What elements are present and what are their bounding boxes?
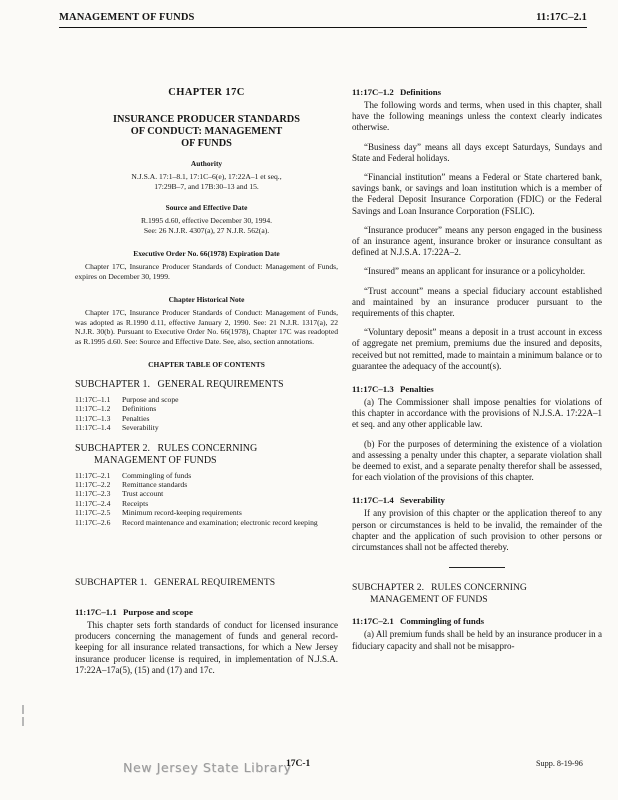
executive-order-heading: Executive Order No. 66(1978) Expiration Date xyxy=(133,249,280,258)
binding-mark xyxy=(22,717,24,726)
section-divider xyxy=(449,567,505,568)
toc-list-1 xyxy=(75,395,338,433)
toc-entry[interactable]: 11:17C–1.2 Definitions xyxy=(75,404,157,414)
section-1-4-heading: 11:17C–1.4 Severability xyxy=(352,495,445,506)
toc-heading: CHAPTER TABLE OF CONTENTS xyxy=(148,360,265,369)
executive-order-text: Chapter 17C, Insurance Producer Standards of Conduct: Management of Funds, expires on December 30, 1999. xyxy=(75,262,338,281)
definition-insured: “Insured” means an applicant for insurance or a policyholder. xyxy=(364,266,586,277)
header-rule xyxy=(59,27,587,28)
section-1-3-heading: 11:17C–1.3 Penalties xyxy=(352,384,434,395)
subchapter-1-heading: SUBCHAPTER 1. GENERAL REQUIREMENTS xyxy=(75,577,276,589)
penalties-b: (b) For the purposes of determining the existence of a violation and assessing a penalty under this chapter, a separate violation shall be deemed to exist, and a separate penalty therefor shall be assessed, for each violation of the provisions of this chapter. xyxy=(352,438,602,483)
definition-business-day: “Business day” means all days except Saturdays, Sundays and State and Federal holidays. xyxy=(352,141,602,163)
toc-entry[interactable]: 11:17C–2.5 Minimum record-keeping requirements xyxy=(75,508,242,518)
toc-list-2 xyxy=(75,471,338,527)
authority-text: N.J.S.A. 17:1–8.1, 17:1C–6(e), 17:22A–1 et seq., 17:29B–7, and 17B:30–13 and 15. xyxy=(131,172,282,191)
left-column xyxy=(75,87,338,684)
toc-subchapter-2: SUBCHAPTER 2. RULES CONCERNING MANAGEMENT OF FUNDS xyxy=(75,442,258,466)
running-header xyxy=(59,10,587,26)
section-1-2-heading: 11:17C–1.2 Definitions xyxy=(352,87,442,97)
historical-note-heading: Chapter Historical Note xyxy=(168,295,245,304)
toc-entry[interactable]: 11:17C–2.1 Commingling of funds xyxy=(75,470,192,480)
right-column xyxy=(352,87,602,660)
source-text: R.1995 d.60, effective December 30, 1994. See: 26 N.J.R. 4307(a), 27 N.J.R. 562(a). xyxy=(140,216,273,235)
source-heading: Source and Effective Date xyxy=(165,203,248,212)
toc-entry[interactable]: 11:17C–2.2 Remittance standards xyxy=(75,480,188,490)
toc-entry[interactable]: 11:17C–2.4 Receipts xyxy=(75,498,149,508)
definition-insurance-producer: “Insurance producer” means any person engaged in the business of an insurance agent, insurance broker or insurance consultant as defined at N.J.S.A. 17:22A–2. xyxy=(352,224,602,258)
toc-entry[interactable]: 11:17C–1.1 Purpose and scope xyxy=(75,395,179,404)
subchapter-2-heading: SUBCHAPTER 2. RULES CONCERNING MANAGEMENT OF FUNDS xyxy=(352,582,527,606)
section-1-1-text: This chapter sets forth standards of conduct for licensed insurance producers concerning the management of funds and general record-keeping for all insurance related transactions, for which a New Jersey insurance producer license is required, in implementation of N.J.S.A. 17:22A–17a(5), (15) and (17) and 17c. xyxy=(75,620,338,675)
section-2-1-heading: 11:17C–2.1 Commingling of funds xyxy=(352,616,485,627)
running-header-title: MANAGEMENT OF FUNDS xyxy=(59,12,195,23)
chapter-subtitle: INSURANCE PRODUCER STANDARDS OF CONDUCT: MANAGEMENT OF FUNDS xyxy=(113,114,300,149)
supplement-date: Supp. 8-19-96 xyxy=(536,759,583,768)
library-stamp: New Jersey State Library xyxy=(123,760,292,775)
binding-mark xyxy=(22,705,24,714)
historical-note-text: Chapter 17C, Insurance Producer Standards of Conduct: Management of Funds, was adopted as R.1990 d.11, effective January 2, 1990. See: 21 N.J.R. 1317(a), 22 N.J.R. 30(b). Pursuant to Executive Order No. 66(1978), Chapter 17C was readopted as R.1995 d.60. See: Source and Effective Date. See, also, section annotations. xyxy=(75,308,338,346)
penalties-a: (a) The Commissioner shall impose penalties for violations of this chapter in accordance with the provisions of N.J.S.A. 17:22A–1 et seq. and any other applicable law. xyxy=(352,397,602,430)
running-header-section: 11:17C–2.1 xyxy=(536,12,587,23)
definition-financial-institution: “Financial institution” means a Federal or State chartered bank, savings bank, or savings and loan institution which is a member of the Federal Deposit Insurance Corporation (FDIC) or the Federal Savings and Loan Insurance Corporation (FSLIC). xyxy=(352,172,602,216)
section-2-1-text: (a) All premium funds shall be held by an insurance producer in a fiduciary capacity and shall not be misappro- xyxy=(352,629,602,651)
toc-entry[interactable]: 11:17C–1.4 Severability xyxy=(75,423,159,433)
toc-entry[interactable]: 11:17C–2.6 Record maintenance and examination; electronic record keeping xyxy=(75,517,318,527)
toc-entry[interactable]: 11:17C–1.3 Penalties xyxy=(75,413,150,423)
toc-subchapter-1: SUBCHAPTER 1. GENERAL REQUIREMENTS xyxy=(75,379,284,390)
definition-voluntary-deposit: “Voluntary deposit” means a deposit in a trust account in excess of aggregate net premium, premiums due the insured and deposits, received but not remitted, made to maintain a minimum balance or to guarantee the adequacy of the account(s). xyxy=(352,327,602,371)
authority-heading: Authority xyxy=(190,159,223,168)
toc-entry[interactable]: 11:17C–2.3 Trust account xyxy=(75,489,164,499)
severability-text: If any provision of this chapter or the application thereof to any person or circumstances is held to be invalid, the remainder of the chapter and the application of such provision to other persons or circumstances shall not be affected thereby. xyxy=(352,508,602,553)
section-1-1-heading: 11:17C–1.1 Purpose and scope xyxy=(75,607,193,618)
definitions-intro: The following words and terms, when used in this chapter, shall have the following meanings unless the context clearly indicates otherwise. xyxy=(352,100,602,133)
page-number: 17C-1 xyxy=(286,759,311,769)
definition-trust-account: “Trust account” means a special fiduciary account established and maintained by an insurance producer pursuant to the requirements of this chapter. xyxy=(352,285,602,319)
chapter-title: CHAPTER 17C xyxy=(168,87,245,98)
